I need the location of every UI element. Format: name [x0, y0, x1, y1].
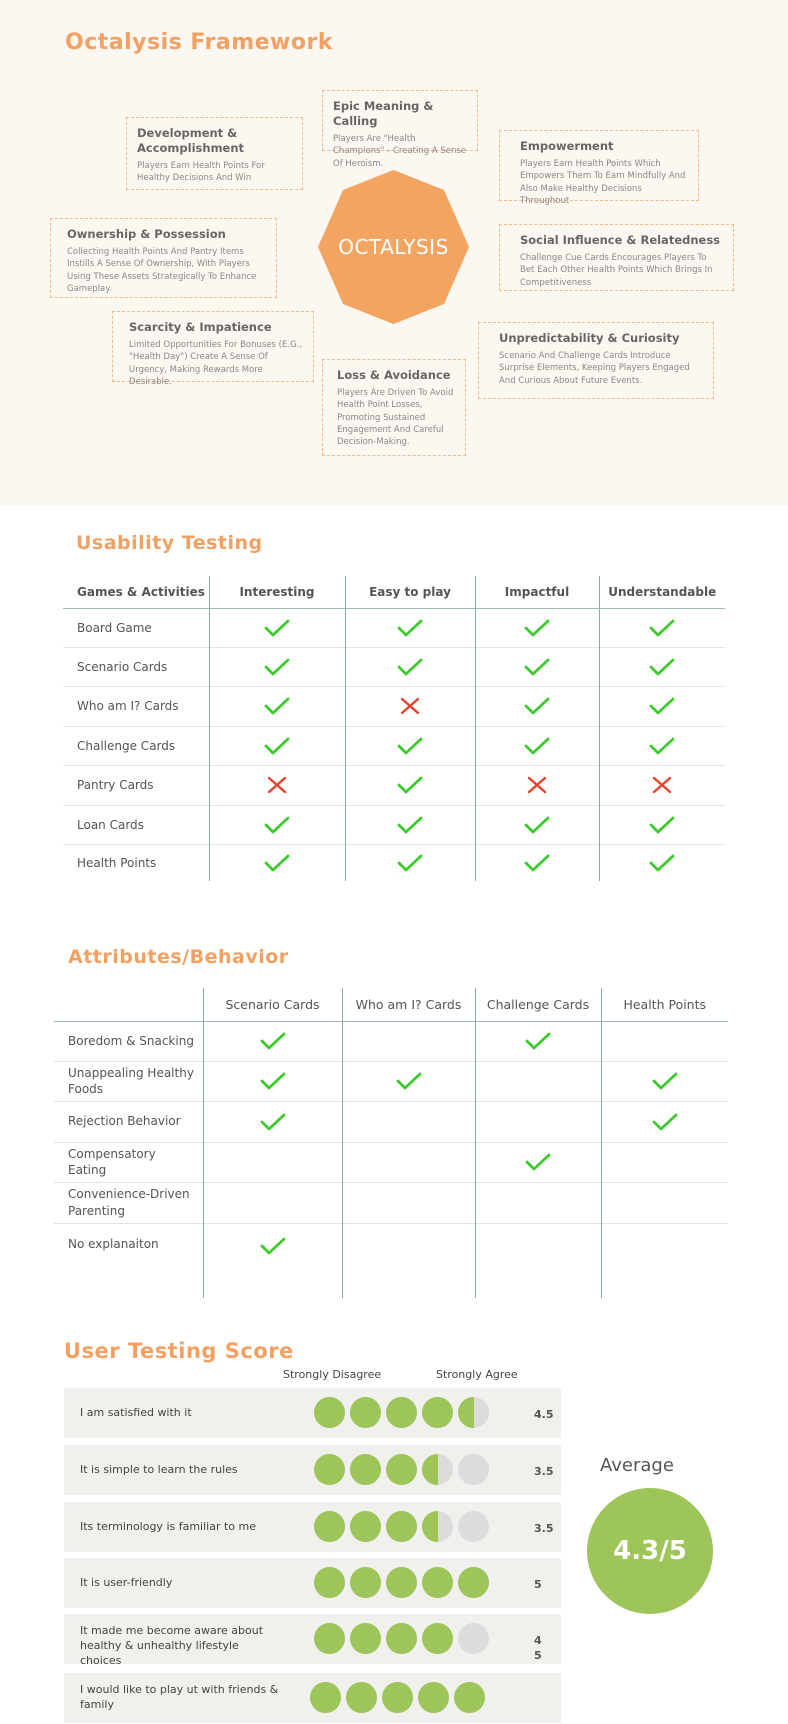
check-icon: [649, 659, 675, 673]
table-row: [63, 608, 725, 647]
rating-dot: [386, 1623, 417, 1654]
mark-cell: [342, 1021, 475, 1061]
score-statement: It is user-friendly: [80, 1576, 173, 1589]
check-icon: [649, 738, 675, 752]
check-icon: [525, 1155, 551, 1169]
rating-dot: [310, 1682, 341, 1713]
table-row: [54, 1182, 728, 1223]
check-icon: [397, 817, 423, 831]
rating-dot: [422, 1397, 453, 1428]
mark-cell: [601, 1182, 728, 1223]
mark-cell: [475, 686, 599, 726]
rating-dot: [422, 1454, 453, 1485]
mark-cell: [209, 765, 345, 805]
attributes-table: [54, 988, 728, 1298]
score-row: [64, 1558, 561, 1608]
check-icon: [397, 855, 423, 869]
rating-dot: [314, 1567, 345, 1598]
mark-cell: [209, 844, 345, 881]
card-title: Development & Accomplishment: [137, 126, 245, 155]
mark-cell: [599, 765, 725, 805]
check-icon: [649, 855, 675, 869]
usability-title: Usability Testing: [76, 532, 263, 554]
mark-cell: [209, 686, 345, 726]
check-icon: [264, 738, 290, 752]
mark-cell: [599, 647, 725, 686]
rating-dot: [314, 1623, 345, 1654]
rating-dot: [422, 1567, 453, 1598]
mark-cell: [475, 1142, 601, 1182]
check-icon: [525, 1034, 551, 1048]
column-header: Challenge Cards: [475, 988, 601, 1021]
row-label: Convenience-Driven Parenting: [54, 1182, 203, 1223]
column-header: Scenario Cards: [203, 988, 342, 1021]
rating-dot: [350, 1511, 381, 1542]
rating-dot: [454, 1682, 485, 1713]
column-header: Who am I? Cards: [342, 988, 475, 1021]
table-row: [63, 686, 725, 726]
row-label: Health Points: [63, 844, 209, 881]
mark-cell: [345, 608, 475, 647]
card-title: Social Influence & Relatedness: [520, 233, 721, 247]
rating-dot: [458, 1454, 489, 1485]
mark-cell: [345, 726, 475, 765]
mark-cell: [475, 1061, 601, 1101]
row-label: Rejection Behavior: [54, 1101, 203, 1142]
rating-dot: [386, 1511, 417, 1542]
check-icon: [260, 1074, 286, 1088]
check-icon: [264, 699, 290, 713]
mark-cell: [599, 844, 725, 881]
mark-cell: [209, 805, 345, 844]
card-title: Loss & Avoidance: [337, 368, 451, 382]
table-row: [63, 647, 725, 686]
card-loss-avoidance: [322, 359, 466, 456]
rating-dot: [350, 1397, 381, 1428]
mark-cell: [475, 726, 599, 765]
octalysis-center-label: OCTALYSIS: [338, 235, 449, 259]
table-header-row: [63, 576, 725, 608]
cross-icon: [397, 699, 423, 713]
mark-cell: [475, 608, 599, 647]
card-social-influence: [499, 224, 734, 291]
mark-cell: [345, 805, 475, 844]
rating-dot: [350, 1567, 381, 1598]
octalysis-section: [0, 0, 788, 505]
rating-dot: [350, 1623, 381, 1654]
score-value: 4 5: [534, 1634, 542, 1662]
score-value: 5: [534, 1578, 542, 1591]
rating-dot: [422, 1623, 453, 1654]
mark-cell: [342, 1223, 475, 1298]
mark-cell: [599, 686, 725, 726]
card-text: Players Are Driven To Avoid Health Point Losses, Promoting Sustained Engagement And Careful Decision-Making.: [337, 387, 454, 448]
mark-cell: [345, 647, 475, 686]
score-statement: It made me become aware about healthy & unhealthy lifestyle choices: [80, 1624, 264, 1667]
mark-cell: [475, 1021, 601, 1061]
table-header-row: [54, 988, 728, 1021]
mark-cell: [203, 1101, 342, 1142]
mark-cell: [601, 1101, 728, 1142]
card-ownership: [50, 218, 277, 298]
table-row: [63, 805, 725, 844]
row-label: Who am I? Cards: [63, 686, 209, 726]
mark-cell: [601, 1021, 728, 1061]
score-value: 3.5: [534, 1522, 554, 1535]
column-header: [54, 988, 203, 1021]
table-row: [54, 1223, 728, 1298]
average-value: 4.3/5: [613, 1536, 687, 1566]
rating-dot: [350, 1454, 381, 1485]
rating-dot: [422, 1511, 453, 1542]
column-header: Impactful: [475, 576, 599, 608]
mark-cell: [209, 608, 345, 647]
row-label: Loan Cards: [63, 805, 209, 844]
score-statement: Its terminology is familiar to me: [80, 1520, 257, 1533]
rating-dot: [458, 1511, 489, 1542]
card-text: Challenge Cue Cards Encourages Players To Bet Each Other Health Points Which Brings In Competitiveness: [520, 252, 713, 288]
cross-icon: [524, 778, 550, 792]
check-icon: [260, 1114, 286, 1128]
scale-low-label: Strongly Disagree: [283, 1368, 382, 1381]
mark-cell: [601, 1223, 728, 1298]
card-title: Epic Meaning & Calling: [333, 99, 434, 128]
mark-cell: [203, 1021, 342, 1061]
card-empowerment: [499, 130, 699, 206]
rating-dot: [386, 1454, 417, 1485]
attributes-title: Attributes/Behavior: [68, 946, 289, 968]
column-header: Understandable: [599, 576, 725, 608]
card-text: Players Are "Health Champions" - Creating A Sense Of Heroism.: [333, 133, 467, 169]
score-row: [64, 1502, 561, 1552]
rating-dot: [418, 1682, 449, 1713]
check-icon: [260, 1034, 286, 1048]
row-label: Board Game: [77, 620, 152, 635]
score-statement: I would like to play ut with friends & family: [80, 1683, 279, 1711]
rating-dot: [458, 1397, 489, 1428]
check-icon: [652, 1074, 678, 1088]
usability-table: [63, 576, 725, 881]
check-icon: [524, 855, 550, 869]
table-row: [63, 844, 725, 881]
mark-cell: [203, 1142, 342, 1182]
mark-cell: [209, 726, 345, 765]
row-label: Pantry Cards: [63, 765, 209, 805]
cross-icon: [649, 778, 675, 792]
card-scarcity: [112, 311, 314, 387]
mark-cell: [203, 1223, 342, 1298]
check-icon: [397, 778, 423, 792]
check-icon: [264, 855, 290, 869]
check-icon: [264, 620, 290, 634]
score-statement: I am satisfied with it: [80, 1406, 192, 1419]
table-row: [63, 726, 725, 765]
rating-dot: [458, 1623, 489, 1654]
column-header: Games & Activities: [63, 576, 209, 608]
rating-dot: [382, 1682, 413, 1713]
score-row: [64, 1388, 561, 1438]
score-title: User Testing Score: [64, 1339, 294, 1363]
score-row: [64, 1445, 561, 1495]
row-label: Scenario Cards: [63, 647, 209, 686]
mark-cell: [203, 1182, 342, 1223]
table-row: [54, 1061, 728, 1101]
check-icon: [524, 738, 550, 752]
rating-dot: [314, 1454, 345, 1485]
check-icon: [524, 659, 550, 673]
card-development: [126, 117, 303, 190]
check-icon: [524, 817, 550, 831]
mark-cell: [342, 1101, 475, 1142]
mark-cell: [601, 1061, 728, 1101]
row-label: No explanaiton: [54, 1223, 203, 1298]
row-label: Compensatory Eating: [54, 1142, 203, 1182]
rating-dot: [314, 1511, 345, 1542]
card-title: Ownership & Possession: [67, 227, 226, 241]
card-title: Empowerment: [520, 139, 614, 153]
check-icon: [397, 738, 423, 752]
mark-cell: [475, 1101, 601, 1142]
mark-cell: [599, 805, 725, 844]
rating-dot: [314, 1397, 345, 1428]
row-label: Challenge Cards: [63, 726, 209, 765]
average-label: Average: [600, 1455, 674, 1476]
mark-cell: [342, 1182, 475, 1223]
card-text: Scenario And Challenge Cards Introduce Surprise Elements, Keeping Players Engaged And Curious About Future Events.: [499, 350, 690, 386]
card-unpredictability: [478, 322, 714, 399]
row-label: Unappealing Healthy Foods: [54, 1061, 203, 1101]
card-epic-meaning: [322, 90, 478, 169]
column-header: Easy to play: [345, 576, 475, 608]
table-row: [54, 1142, 728, 1182]
rating-dot: [386, 1567, 417, 1598]
score-value: 3.5: [534, 1465, 554, 1478]
mark-cell: [203, 1061, 342, 1101]
check-icon: [524, 699, 550, 713]
mark-cell: [475, 805, 599, 844]
card-text: Collecting Health Points And Pantry Items Instills A Sense Of Ownership, With Players Using These Assets Strategically To Enhance Gameplay.: [67, 246, 257, 294]
card-text: Limited Opportunities For Bonuses (E.G., "Health Day") Create A Sense Of Urgency, Making Rewards More Desirable.: [129, 339, 303, 387]
check-icon: [397, 659, 423, 673]
check-icon: [649, 699, 675, 713]
check-icon: [524, 620, 550, 634]
rating-dot: [458, 1567, 489, 1598]
table-row: [54, 1021, 728, 1061]
check-icon: [260, 1238, 286, 1252]
column-header: Interesting: [209, 576, 345, 608]
score-row: [64, 1614, 561, 1667]
mark-cell: [599, 726, 725, 765]
score-statement: It is simple to learn the rules: [80, 1463, 238, 1476]
card-text: Players Earn Health Points Which Empowers Them To Earn Mindfully And Also Make Healthy Decisions Throughout: [520, 158, 686, 206]
check-icon: [649, 817, 675, 831]
octalysis-title: Octalysis Framework: [65, 30, 333, 55]
card-text: Players Earn Health Points For Healthy Decisions And Win: [137, 160, 265, 184]
check-icon: [396, 1074, 422, 1088]
mark-cell: [345, 686, 475, 726]
mark-cell: [601, 1142, 728, 1182]
mark-cell: [345, 765, 475, 805]
mark-cell: [475, 765, 599, 805]
card-title: Scarcity & Impatience: [129, 320, 272, 334]
mark-cell: [209, 647, 345, 686]
table-row: [54, 1101, 728, 1142]
column-header: Health Points: [601, 988, 728, 1021]
check-icon: [649, 620, 675, 634]
check-icon: [264, 817, 290, 831]
score-row: [64, 1673, 561, 1723]
score-value: 4.5: [534, 1408, 554, 1421]
average-circle: [587, 1488, 713, 1614]
mark-cell: [342, 1061, 475, 1101]
check-icon: [264, 659, 290, 673]
row-label: Boredom & Snacking: [68, 1033, 194, 1048]
mark-cell: [475, 647, 599, 686]
rating-dot: [346, 1682, 377, 1713]
mark-cell: [345, 844, 475, 881]
cross-icon: [264, 778, 290, 792]
scale-high-label: Strongly Agree: [436, 1368, 518, 1381]
card-title: Unpredictability & Curiosity: [499, 331, 680, 345]
mark-cell: [342, 1142, 475, 1182]
mark-cell: [475, 844, 599, 881]
mark-cell: [599, 608, 725, 647]
mark-cell: [475, 1223, 601, 1298]
check-icon: [652, 1114, 678, 1128]
mark-cell: [475, 1182, 601, 1223]
rating-dot: [386, 1397, 417, 1428]
check-icon: [397, 620, 423, 634]
table-row: [63, 765, 725, 805]
